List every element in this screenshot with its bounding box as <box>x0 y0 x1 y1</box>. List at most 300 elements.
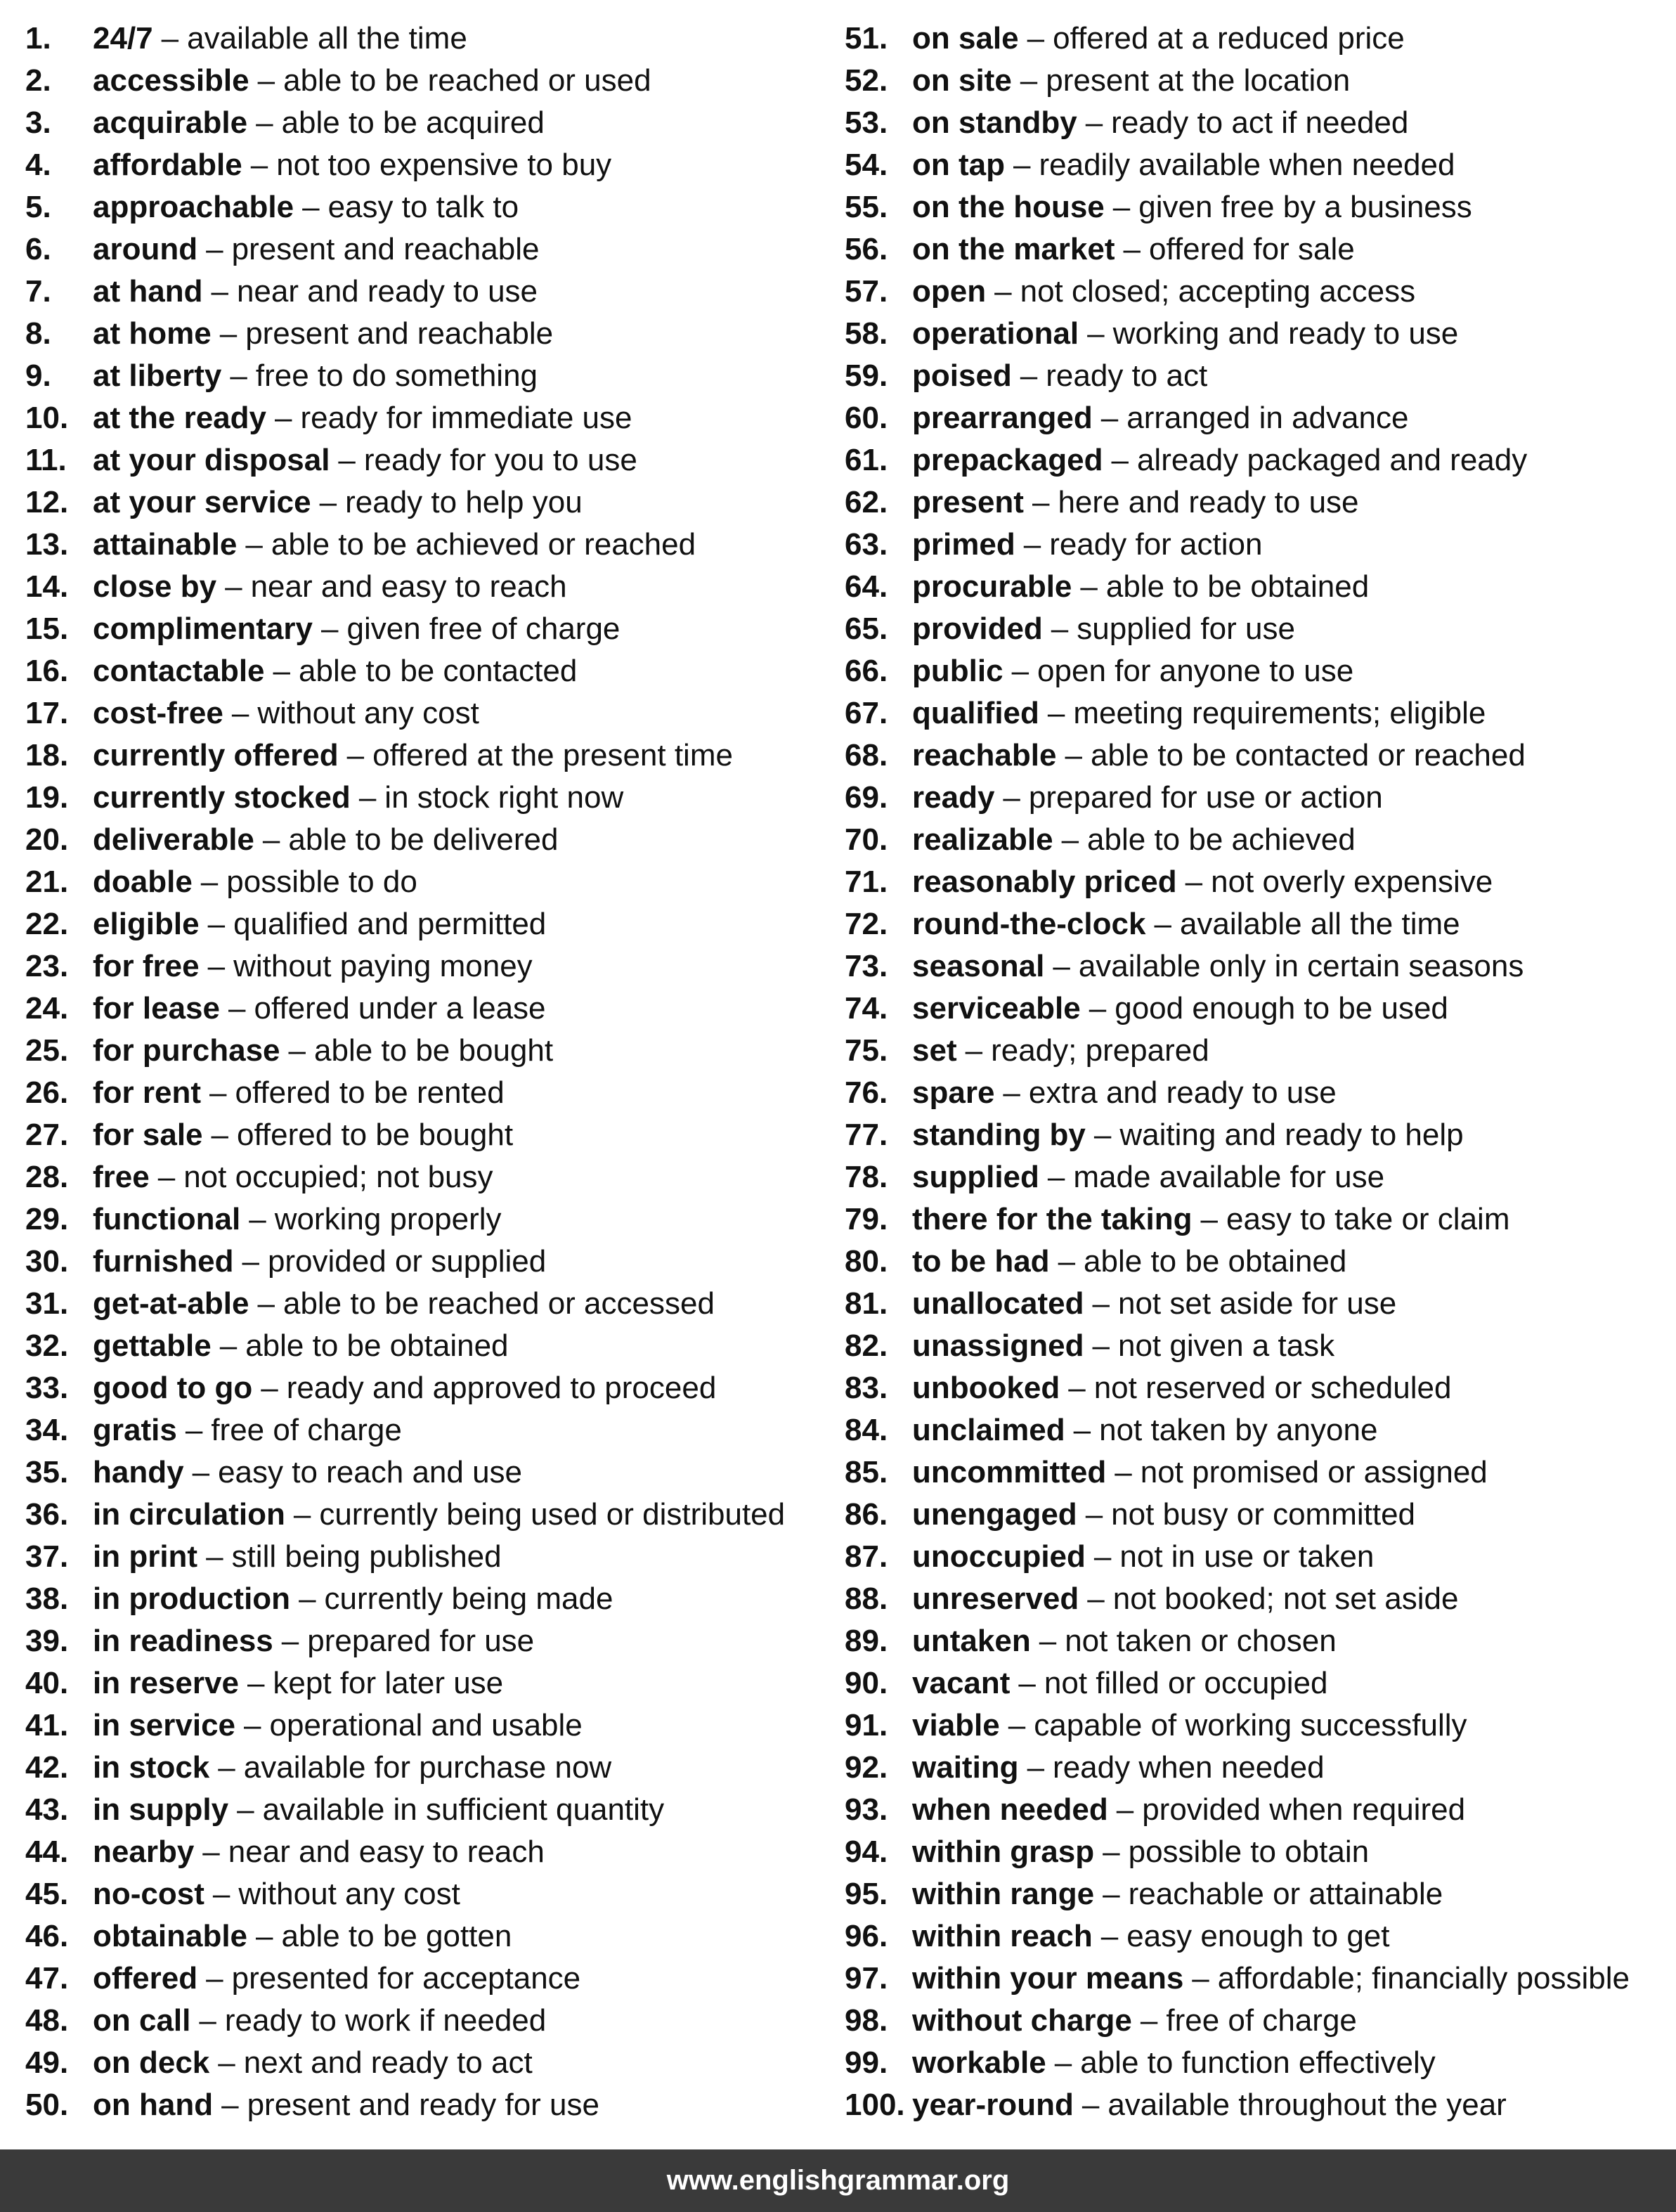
item-definition: near and easy to reach <box>250 569 567 604</box>
item-separator: – <box>261 1371 278 1405</box>
item-separator: – <box>161 21 179 56</box>
item-term: qualified <box>912 696 1039 730</box>
item-definition: offered to be bought <box>237 1118 514 1152</box>
item-term: within range <box>912 1877 1095 1911</box>
item-definition: offered at a reduced price <box>1053 21 1405 56</box>
item-term: on deck <box>93 2045 210 2080</box>
item-definition: able to be acquired <box>281 105 545 140</box>
item-term: eligible <box>93 907 200 941</box>
list-item <box>845 1578 1674 1620</box>
item-definition: offered under a lease <box>254 991 546 1026</box>
item-definition: able to be bought <box>314 1033 554 1068</box>
item-definition: operational and usable <box>269 1708 583 1742</box>
item-term: prearranged <box>912 401 1093 435</box>
item-definition: working and ready to use <box>1112 316 1459 351</box>
list-item <box>845 1536 1674 1578</box>
item-definition: available in sufficient quantity <box>262 1792 665 1827</box>
item-separator: – <box>273 654 290 688</box>
item-definition: not busy or committed <box>1111 1497 1416 1532</box>
item-definition: near and ready to use <box>236 274 538 309</box>
item-number: 75. <box>845 1033 888 1068</box>
item-separator: – <box>1020 358 1038 393</box>
item-definition: provided or supplied <box>267 1244 547 1279</box>
item-number: 27. <box>25 1118 69 1152</box>
item-definition: working properly <box>274 1202 502 1236</box>
list-item <box>25 861 833 903</box>
item-term: open <box>912 274 987 309</box>
item-definition: present at the location <box>1046 63 1351 98</box>
item-number: 93. <box>845 1792 888 1827</box>
item-term: uncommitted <box>912 1455 1107 1489</box>
item-term: on the house <box>912 190 1105 224</box>
item-separator: – <box>257 63 275 98</box>
item-number: 24. <box>25 991 69 1026</box>
item-number: 1. <box>25 21 51 56</box>
item-separator: – <box>358 780 377 815</box>
item-definition: available all the time <box>187 21 467 56</box>
list-item <box>25 228 833 271</box>
item-term: reasonably priced <box>912 865 1177 899</box>
item-separator: – <box>211 274 228 309</box>
list-item <box>25 945 833 988</box>
list-item <box>25 735 833 777</box>
list-item <box>845 819 1674 861</box>
list-item <box>845 2084 1674 2126</box>
item-definition: arranged in advance <box>1126 401 1409 435</box>
item-separator: – <box>244 1708 261 1742</box>
item-number: 4. <box>25 148 51 182</box>
list-item <box>845 1198 1674 1241</box>
item-separator: – <box>228 991 246 1026</box>
item-number: 97. <box>845 1961 888 1996</box>
item-term: present <box>912 485 1024 519</box>
item-definition: readily available when needed <box>1039 148 1455 182</box>
list-item <box>25 481 833 524</box>
list-item <box>845 1283 1674 1325</box>
item-number: 72. <box>845 907 888 941</box>
item-term: spare <box>912 1075 995 1110</box>
item-number: 34. <box>25 1413 69 1447</box>
item-number: 18. <box>25 738 69 772</box>
item-definition: able to be reached or used <box>283 63 651 98</box>
item-number: 70. <box>845 822 888 857</box>
item-definition: provided when required <box>1142 1792 1466 1827</box>
item-definition: ready to act if needed <box>1111 105 1409 140</box>
item-term: contactable <box>93 654 265 688</box>
item-definition: offered at the present time <box>372 738 733 772</box>
list-item <box>25 819 833 861</box>
item-number: 92. <box>845 1750 888 1785</box>
item-number: 5. <box>25 190 51 224</box>
item-number: 61. <box>845 443 888 477</box>
item-number: 89. <box>845 1624 888 1658</box>
item-number: 98. <box>845 2003 888 2038</box>
list-item <box>845 18 1674 60</box>
list-item <box>845 2000 1674 2042</box>
item-number: 86. <box>845 1497 888 1532</box>
list-item <box>25 144 833 186</box>
item-term: procurable <box>912 569 1072 604</box>
item-term: unassigned <box>912 1328 1084 1363</box>
item-definition: free of charge <box>1166 2003 1357 2038</box>
item-separator: – <box>200 865 219 899</box>
item-definition: able to function effectively <box>1080 2045 1436 2080</box>
item-definition: already packaged and ready <box>1136 443 1528 477</box>
item-number: 3. <box>25 105 51 140</box>
item-term: to be had <box>912 1244 1050 1279</box>
footer-bar <box>0 2149 1676 2212</box>
item-separator: – <box>1039 1624 1057 1658</box>
item-separator: – <box>207 949 226 983</box>
item-term: free <box>93 1160 150 1194</box>
item-term: primed <box>912 527 1015 562</box>
item-number: 25. <box>25 1033 69 1068</box>
list-item <box>25 1114 833 1156</box>
item-term: on call <box>93 2003 191 2038</box>
item-number: 84. <box>845 1413 888 1447</box>
item-definition: not booked; not set aside <box>1112 1582 1459 1616</box>
item-term: round-the-clock <box>912 907 1146 941</box>
item-separator: – <box>262 822 280 857</box>
list-item <box>25 355 833 397</box>
item-number: 48. <box>25 2003 69 2038</box>
item-separator: – <box>1092 1286 1110 1321</box>
item-number: 33. <box>25 1371 69 1405</box>
item-separator: – <box>1085 1497 1103 1532</box>
list-item <box>25 2000 833 2042</box>
item-definition: able to be contacted <box>299 654 578 688</box>
item-number: 67. <box>845 696 888 730</box>
item-number: 42. <box>25 1750 69 1785</box>
item-number: 9. <box>25 358 51 393</box>
item-term: 24/7 <box>93 21 153 56</box>
item-number: 39. <box>25 1624 69 1658</box>
item-number: 37. <box>25 1539 69 1574</box>
item-number: 20. <box>25 822 69 857</box>
item-number: 36. <box>25 1497 69 1532</box>
footer-website-url[interactable]: www.englishgrammar.org <box>666 2165 1010 2196</box>
list-item <box>25 1072 833 1114</box>
list-item <box>845 861 1674 903</box>
item-term: public <box>912 654 1003 688</box>
list-item <box>845 1367 1674 1409</box>
item-definition: in stock right now <box>384 780 624 815</box>
list-item <box>845 271 1674 313</box>
item-number: 7. <box>25 274 51 309</box>
item-number: 80. <box>845 1244 888 1279</box>
item-separator: – <box>1027 21 1045 56</box>
item-separator: – <box>1093 1539 1112 1574</box>
item-separator: – <box>1051 612 1069 646</box>
item-separator: – <box>1008 1708 1026 1742</box>
item-number: 52. <box>845 63 888 98</box>
item-separator: – <box>1085 105 1103 140</box>
item-number: 79. <box>845 1202 888 1236</box>
item-term: unbooked <box>912 1371 1060 1405</box>
item-definition: not taken or chosen <box>1065 1624 1337 1658</box>
item-term: for free <box>93 949 200 983</box>
item-definition: easy to take or claim <box>1226 1202 1510 1236</box>
item-definition: qualified and permitted <box>233 907 547 941</box>
item-number: 88. <box>845 1582 888 1616</box>
item-number: 47. <box>25 1961 69 1996</box>
item-separator: – <box>185 1413 203 1447</box>
item-definition: easy to reach and use <box>218 1455 523 1489</box>
item-separator: – <box>218 1750 235 1785</box>
item-term: there for the taking <box>912 1202 1193 1236</box>
item-term: without charge <box>912 2003 1132 2038</box>
item-separator: – <box>1081 2088 1100 2122</box>
item-definition: able to be delivered <box>288 822 559 857</box>
item-term: attainable <box>93 527 238 562</box>
item-definition: still being published <box>231 1539 502 1574</box>
item-separator: – <box>1100 401 1119 435</box>
item-number: 30. <box>25 1244 69 1279</box>
list-item <box>845 1156 1674 1198</box>
item-definition: not filled or occupied <box>1044 1666 1328 1700</box>
item-term: approachable <box>93 190 294 224</box>
item-number: 64. <box>845 569 888 604</box>
item-separator: – <box>250 148 268 182</box>
item-definition: not in use or taken <box>1119 1539 1375 1574</box>
list-item <box>845 1409 1674 1451</box>
item-term: gratis <box>93 1413 177 1447</box>
list-item <box>845 1451 1674 1494</box>
item-number: 46. <box>25 1919 69 1953</box>
item-definition: capable of working successfully <box>1034 1708 1467 1742</box>
item-number: 77. <box>845 1118 888 1152</box>
item-definition: ready to work if needed <box>224 2003 547 2038</box>
item-number: 43. <box>25 1792 69 1827</box>
item-separator: – <box>218 2045 235 2080</box>
item-number: 26. <box>25 1075 69 1110</box>
list-item <box>25 2084 833 2126</box>
list-item <box>845 1072 1674 1114</box>
item-definition: able to be contacted or reached <box>1090 738 1526 772</box>
item-term: handy <box>93 1455 184 1489</box>
item-term: offered <box>93 1961 198 1996</box>
list-item <box>845 777 1674 819</box>
item-separator: – <box>274 401 292 435</box>
item-number: 10. <box>25 401 69 435</box>
item-separator: – <box>1116 1792 1134 1827</box>
list-item <box>25 1198 833 1241</box>
item-separator: – <box>1123 232 1141 266</box>
item-number: 59. <box>845 358 888 393</box>
list-item <box>845 228 1674 271</box>
list-item <box>25 566 833 608</box>
item-definition: possible to do <box>226 865 417 899</box>
item-separator: – <box>1027 1750 1045 1785</box>
item-separator: – <box>1058 1244 1076 1279</box>
item-number: 76. <box>845 1075 888 1110</box>
item-number: 22. <box>25 907 69 941</box>
list-item <box>845 1958 1674 2000</box>
list-item <box>845 650 1674 692</box>
item-definition: not promised or assigned <box>1140 1455 1488 1489</box>
item-number: 28. <box>25 1160 69 1194</box>
item-number: 65. <box>845 612 888 646</box>
item-definition: not set aside for use <box>1117 1286 1397 1321</box>
item-term: accessible <box>93 63 249 98</box>
item-definition: able to be obtained <box>245 1328 509 1363</box>
list-item <box>25 1578 833 1620</box>
item-number: 17. <box>25 696 69 730</box>
item-term: supplied <box>912 1160 1039 1194</box>
item-number: 35. <box>25 1455 69 1489</box>
item-separator: – <box>231 696 249 730</box>
list-item <box>845 60 1674 102</box>
item-definition: ready when needed <box>1053 1750 1325 1785</box>
item-separator: – <box>965 1033 983 1068</box>
item-definition: available throughout the year <box>1107 2088 1507 2122</box>
item-separator: – <box>338 443 356 477</box>
list-item <box>845 608 1674 650</box>
item-separator: – <box>1103 1877 1120 1911</box>
list-item <box>25 1747 833 1789</box>
list-item <box>845 988 1674 1030</box>
item-number: 94. <box>845 1835 888 1869</box>
item-definition: able to be obtained <box>1105 569 1370 604</box>
item-term: for lease <box>93 991 220 1026</box>
list-item <box>845 439 1674 481</box>
item-definition: not too expensive to buy <box>276 148 612 182</box>
item-number: 15. <box>25 612 69 646</box>
item-term: within reach <box>912 1919 1093 1953</box>
item-term: at your service <box>93 485 311 519</box>
item-separator: – <box>1065 738 1082 772</box>
item-number: 81. <box>845 1286 888 1321</box>
list-item <box>845 903 1674 945</box>
item-separator: – <box>202 1835 220 1869</box>
item-number: 8. <box>25 316 51 351</box>
item-definition: prepared for use or action <box>1028 780 1383 815</box>
item-term: serviceable <box>912 991 1081 1026</box>
item-number: 6. <box>25 232 51 266</box>
item-term: unengaged <box>912 1497 1077 1532</box>
item-term: in production <box>93 1582 291 1616</box>
item-term: on sale <box>912 21 1019 56</box>
list-item <box>25 1536 833 1578</box>
item-separator: – <box>293 1497 311 1532</box>
item-number: 51. <box>845 21 888 56</box>
list-item <box>845 2042 1674 2084</box>
list-item <box>25 1325 833 1367</box>
item-separator: – <box>1047 1160 1065 1194</box>
item-definition: offered for sale <box>1149 232 1355 266</box>
list-item <box>845 186 1674 228</box>
item-term: waiting <box>912 1750 1019 1785</box>
item-definition: given free of charge <box>346 612 621 646</box>
item-definition: easy to talk to <box>327 190 519 224</box>
item-term: gettable <box>93 1328 212 1363</box>
list-item <box>25 1705 833 1747</box>
item-separator: – <box>206 1961 223 1996</box>
item-number: 96. <box>845 1919 888 1953</box>
item-separator: – <box>249 1202 266 1236</box>
item-separator: – <box>256 105 273 140</box>
item-definition: kept for later use <box>273 1666 504 1700</box>
list-item <box>845 566 1674 608</box>
item-number: 14. <box>25 569 69 604</box>
item-number: 63. <box>845 527 888 562</box>
item-term: furnished <box>93 1244 234 1279</box>
list-item <box>845 735 1674 777</box>
item-separator: – <box>346 738 365 772</box>
list-item <box>845 1494 1674 1536</box>
item-definition: able to be obtained <box>1084 1244 1347 1279</box>
item-number: 85. <box>845 1455 888 1489</box>
list-item <box>845 1831 1674 1873</box>
item-number: 62. <box>845 485 888 519</box>
list-item <box>845 1620 1674 1662</box>
list-item <box>25 271 833 313</box>
item-separator: – <box>1061 822 1079 857</box>
item-definition: offered to be rented <box>235 1075 505 1110</box>
item-term: deliverable <box>93 822 254 857</box>
item-term: workable <box>912 2045 1046 2080</box>
item-separator: – <box>1020 63 1038 98</box>
list-item <box>845 355 1674 397</box>
item-number: 74. <box>845 991 888 1026</box>
item-term: viable <box>912 1708 1000 1742</box>
item-number: 45. <box>25 1877 69 1911</box>
list-item <box>845 1873 1674 1915</box>
item-number: 44. <box>25 1835 69 1869</box>
item-term: set <box>912 1033 957 1068</box>
item-number: 78. <box>845 1160 888 1194</box>
item-definition: present and reachable <box>245 316 554 351</box>
item-definition: present and ready for use <box>247 2088 600 2122</box>
item-term: in service <box>93 1708 236 1742</box>
item-term: when needed <box>912 1792 1108 1827</box>
item-number: 57. <box>845 274 888 309</box>
item-term: in reserve <box>93 1666 239 1700</box>
item-term: around <box>93 232 198 266</box>
item-definition: available for purchase now <box>243 1750 612 1785</box>
item-term: poised <box>912 358 1012 393</box>
item-number: 11. <box>25 443 67 477</box>
item-number: 91. <box>845 1708 888 1742</box>
item-definition: good enough to be used <box>1115 991 1448 1026</box>
item-number: 50. <box>25 2088 69 2122</box>
list-item <box>25 1620 833 1662</box>
item-definition: next and ready to act <box>243 2045 533 2080</box>
list-item <box>845 692 1674 735</box>
item-definition: given free by a business <box>1138 190 1472 224</box>
item-separator: – <box>237 1792 254 1827</box>
item-term: obtainable <box>93 1919 248 1953</box>
item-term: in supply <box>93 1792 229 1827</box>
item-number: 29. <box>25 1202 69 1236</box>
item-term: standing by <box>912 1118 1086 1152</box>
list-item <box>25 692 833 735</box>
item-term: seasonal <box>912 949 1045 983</box>
list-item <box>25 1789 833 1831</box>
item-definition: free of charge <box>211 1413 402 1447</box>
item-separator: – <box>1093 1118 1112 1152</box>
item-separator: – <box>1112 190 1131 224</box>
list-item <box>25 1831 833 1873</box>
item-number: 66. <box>845 654 888 688</box>
item-definition: supplied for use <box>1077 612 1295 646</box>
item-term: realizable <box>912 822 1053 857</box>
item-number: 82. <box>845 1328 888 1363</box>
item-separator: – <box>299 1582 316 1616</box>
item-definition: not taken by anyone <box>1099 1413 1378 1447</box>
item-term: at home <box>93 316 212 351</box>
item-term: ready <box>912 780 995 815</box>
